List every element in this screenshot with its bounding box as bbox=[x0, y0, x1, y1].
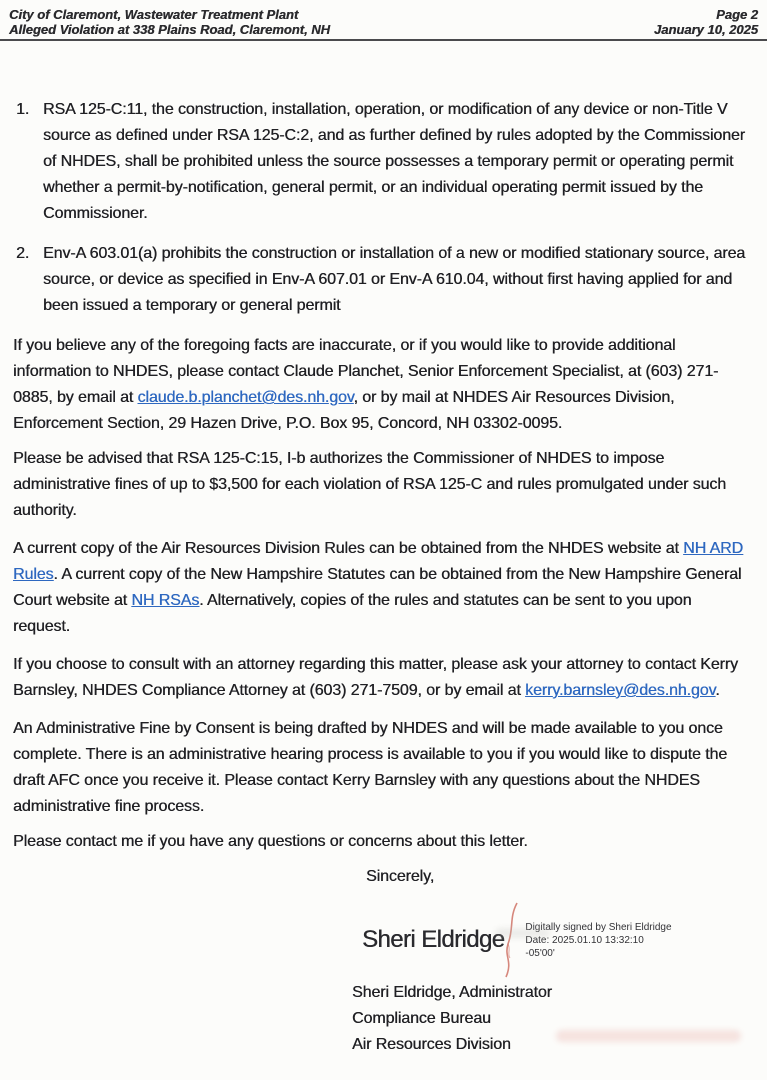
paragraph-text: . Alternatively, copies of the rules and statutes can be sent to you upon request. bbox=[13, 592, 692, 635]
digital-signature-statement: Digitally signed by Sheri Eldridge bbox=[525, 921, 672, 933]
header-date: January 10, 2025 bbox=[653, 22, 758, 37]
signature-row bbox=[352, 906, 767, 974]
header-subject-line1: City of Claremont, Wastewater Treatment Plant bbox=[9, 7, 299, 22]
header-page-number: Page 2 bbox=[716, 7, 758, 22]
paragraph-text: . A current copy of the New Hampshire Statutes can be obtained from the New Hampshire General Court website at bbox=[13, 566, 742, 609]
header-row-2 bbox=[0, 22, 767, 41]
signer-bureau: Compliance Bureau bbox=[352, 1010, 491, 1027]
paragraph-text: If you choose to consult with an attorney regarding this matter, please ask your attorney to contact Kerry Barnsley, NHDES Compliance Attorney at (603) 271-7509, or by email at bbox=[13, 656, 738, 699]
list-item-number: 1. bbox=[16, 101, 30, 118]
digital-signature-details bbox=[525, 921, 673, 960]
paragraph-text: A current copy of the Air Resources Division Rules can be obtained from the NHDES website at bbox=[13, 540, 684, 557]
list-item-number: 2. bbox=[16, 245, 30, 262]
paragraph-rules bbox=[13, 536, 751, 640]
signature-flourish-icon bbox=[500, 900, 522, 980]
paragraph-text: If you believe any of the foregoing facts are inaccurate, or if you would like to provide additional information to NHDES, please contact Claude Planchet, Senior Enforcement Specialist, at (603) 271-0885, by email at bbox=[13, 337, 719, 406]
letter-body bbox=[0, 97, 767, 855]
nh-ard-rules-link[interactable]: NH ARD Rules bbox=[13, 540, 743, 583]
scan-smudge-artifact bbox=[495, 928, 550, 938]
digital-signature-date: Date: 2025.01.10 13:32:10 -05'00' bbox=[525, 934, 644, 959]
paragraph-text: , or by mail at NHDES Air Resources Division, Enforcement Section, 29 Hazen Drive, P.O. Box 95, Concord, NH 03302-0095. bbox=[13, 389, 675, 432]
closing-block bbox=[352, 864, 767, 1058]
nh-rsas-link[interactable]: NH RSAs bbox=[131, 592, 200, 609]
list-item-text: Env-A 603.01(a) prohibits the construction or installation of a new or modified stationary source, area source, or device as specified in Env-A 607.01 or Env-A 610.04, without first having applied for and been issued a temporary or general permit bbox=[43, 245, 746, 314]
list-item bbox=[16, 97, 751, 227]
list-item bbox=[16, 241, 751, 319]
signer-block bbox=[352, 980, 767, 1058]
paragraph-questions: Please contact me if you have any questions or concerns about this letter. bbox=[13, 833, 528, 850]
paragraph-afc: An Administrative Fine by Consent is being drafted by NHDES and will be made available to you once complete. There is an administrative hearing process is available to you if you would like to dispute the draft AFC once you receive it. Please contact Kerry Barnsley with any questions about the NHDES administrative fine process. bbox=[13, 720, 728, 815]
paragraph-fines: Please be advised that RSA 125-C:15, I-b authorizes the Commissioner of NHDES to impose administrative fines of up to $3,500 for each violation of RSA 125-C and rules promulgated under such authority. bbox=[13, 450, 726, 519]
header-subject-line2: Alleged Violation at 338 Plains Road, Claremont, NH bbox=[9, 22, 330, 37]
salutation: Sincerely, bbox=[366, 868, 435, 885]
page-header bbox=[0, 0, 767, 41]
list-item-text: RSA 125-C:11, the construction, installation, operation, or modification of any device or non-Title V source as defined under RSA 125-C:2, and as further defined by rules adopted by the Commissioner of NHDES, shall be prohibited unless the source possesses a temporary permit or operating permit whether a permit-by-notification, general permit, or an individual operating permit issued by the Commissioner. bbox=[43, 101, 745, 222]
email-link-kerry-barnsley[interactable]: kerry.barnsley@des.nh.gov bbox=[525, 682, 716, 699]
digital-signature-name: Sheri Eldridge bbox=[362, 926, 505, 953]
paragraph-text: . bbox=[715, 682, 720, 699]
signer-division: Air Resources Division bbox=[352, 1036, 511, 1053]
header-row-1 bbox=[0, 7, 767, 22]
paragraph-attorney bbox=[13, 652, 751, 704]
email-link-claude-planchet[interactable]: claude.b.planchet@des.nh.gov bbox=[137, 389, 354, 406]
scan-smudge-artifact bbox=[556, 1030, 741, 1042]
violations-list bbox=[16, 97, 751, 319]
paragraph-contact bbox=[13, 333, 751, 437]
signer-name-title: Sheri Eldridge, Administrator bbox=[352, 984, 552, 1001]
